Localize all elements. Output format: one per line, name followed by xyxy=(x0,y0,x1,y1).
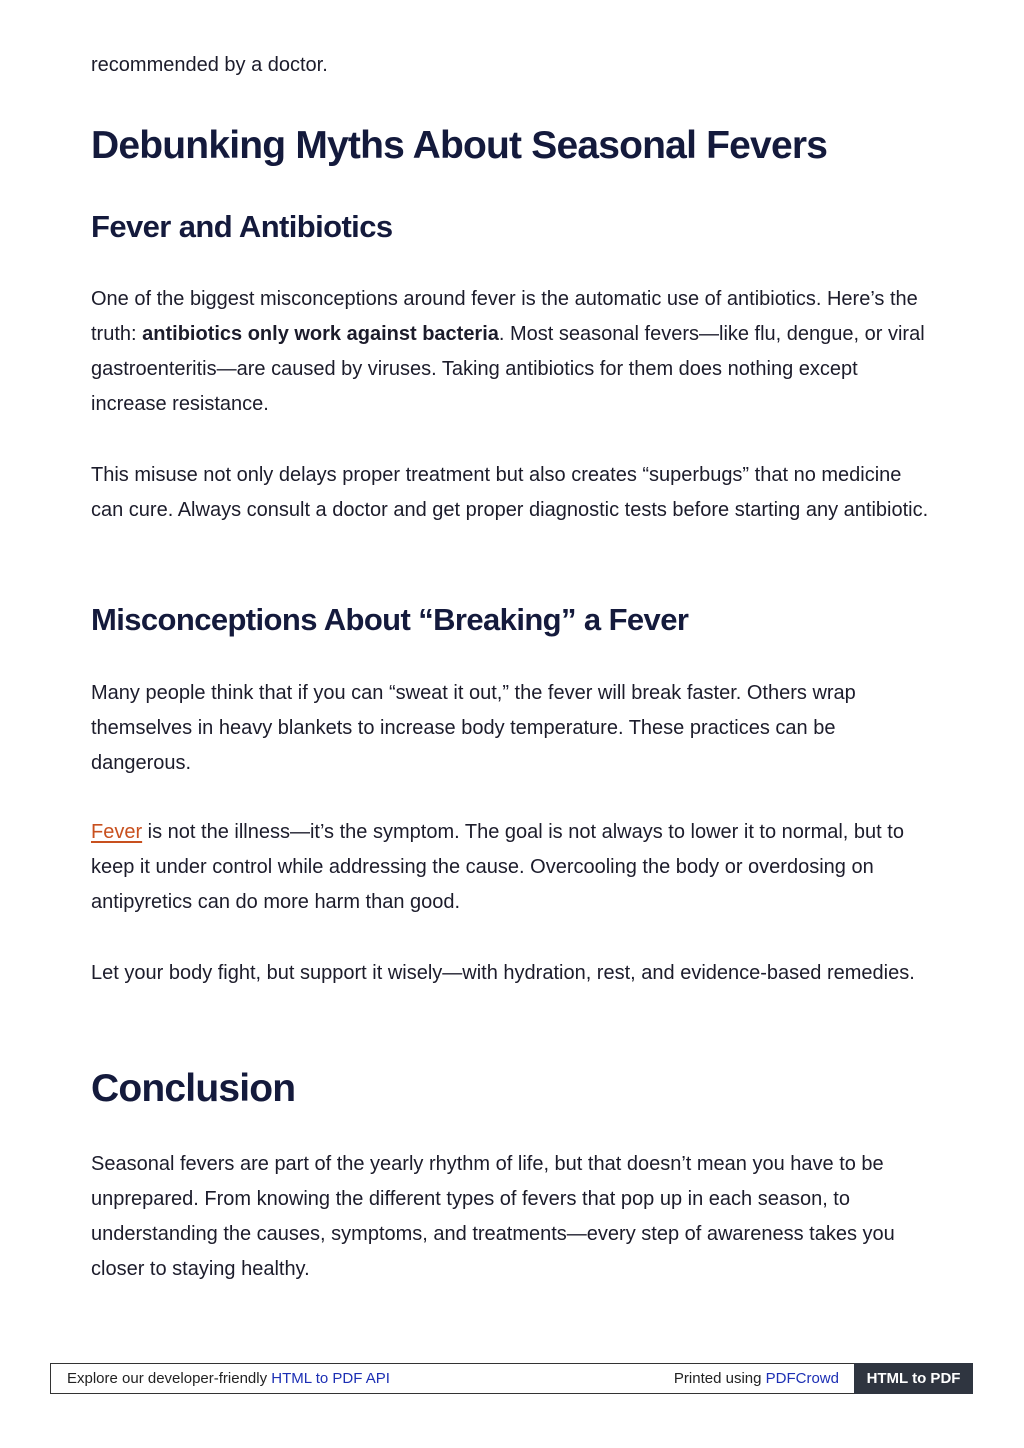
footer-left xyxy=(67,1364,390,1393)
footer-left-text: Explore our developer-friendly xyxy=(67,1370,272,1387)
antibiotics-paragraph-2: This misuse not only delays proper treatment but also creates “superbugs” that no medicine can cure. Always consult a doctor and get proper diagnostic tests before starting any antibiotic. xyxy=(91,464,929,521)
footer-right-text: Printed using xyxy=(673,1370,766,1387)
breaking-heading: Misconceptions About “Breaking” a Fever xyxy=(91,602,689,637)
fever-link[interactable]: Fever xyxy=(91,821,143,843)
pdfcrowd-link[interactable]: PDFCrowd xyxy=(765,1370,839,1387)
antibiotics-p1-text: One of the biggest misconceptions around fever is the automatic use of antibiotics. Here’s the truth: xyxy=(91,288,918,345)
html-to-pdf-badge[interactable]: HTML to PDF xyxy=(854,1363,973,1394)
conclusion-title: Conclusion xyxy=(91,1067,296,1110)
breaking-p2-text: is not the illness—it’s the symptom. The goal is not always to lower it to normal, but to keep it under control while addressing the cause. Overcooling the body or overdosing on antipyretics can do more harm than good. xyxy=(91,821,904,913)
breaking-paragraph-1: Many people think that if you can “sweat it out,” the fever will break faster. Others wrap themselves in heavy blankets to increase body temperature. These practices can be dangerous. xyxy=(91,682,856,774)
antibiotics-heading: Fever and Antibiotics xyxy=(91,209,393,244)
antibiotics-paragraph-1 xyxy=(91,282,931,422)
antibiotics-p1-bold: antibiotics only work against bacteria xyxy=(142,323,499,345)
breaking-paragraph-3: Let your body fight, but support it wisely—with hydration, rest, and evidence-based remedies. xyxy=(91,962,915,984)
footer-right xyxy=(674,1364,839,1393)
html-to-pdf-api-link[interactable]: HTML to PDF API xyxy=(271,1370,390,1387)
antibiotics-p1-rest: . Most seasonal fevers—like flu, dengue, or viral gastroenteritis—are caused by viruses. Taking antibiotics for them does nothing except increase resistance. xyxy=(91,323,925,415)
breaking-paragraph-2 xyxy=(91,815,931,920)
myths-section-title: Debunking Myths About Seasonal Fevers xyxy=(91,124,828,167)
conclusion-paragraph: Seasonal fevers are part of the yearly rhythm of life, but that doesn’t mean you have to be unprepared. From knowing the different types of fevers that pop up in each season, to understanding the causes, symptoms, and treatments—every step of awareness takes you closer to staying healthy. xyxy=(91,1153,895,1280)
intro-tail-paragraph: recommended by a doctor. xyxy=(91,54,328,76)
pdf-footer-bar xyxy=(50,1363,973,1394)
